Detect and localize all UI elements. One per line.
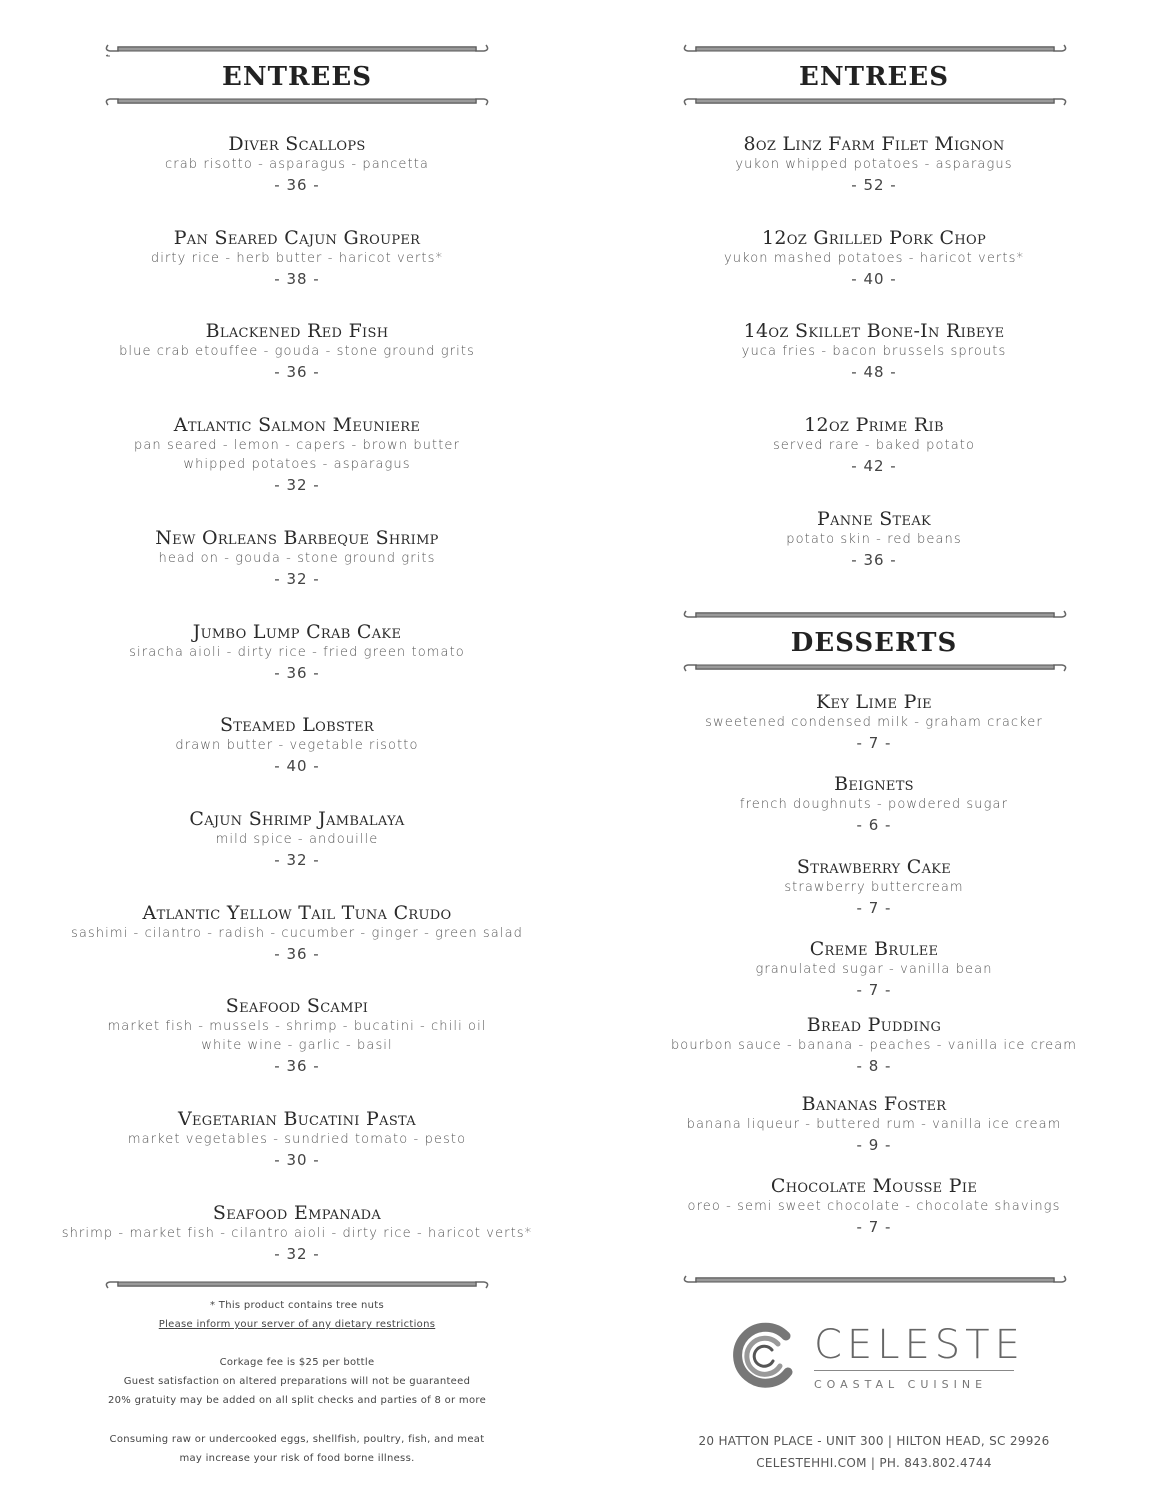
menu-item	[578, 856, 1170, 919]
menu-item-name: Vegetarian Bucatini Pasta	[178, 1108, 416, 1130]
menu-item-description: banana liqueur - buttered rum - vanilla ice cream	[686, 1117, 1062, 1132]
swirl-logo-icon	[728, 1320, 798, 1390]
menu-item-price: - 32 -	[274, 1245, 320, 1263]
menu-item-name: Seafood Scampi	[225, 995, 369, 1017]
menu-item-description: crab risotto - asparagus - pancetta	[165, 157, 429, 172]
menu-item-description: market fish - mussels - shrimp - bucatini - chili oil	[107, 1019, 487, 1034]
menu-item	[0, 227, 594, 290]
menu-item-description: yukon whipped potatoes - asparagus	[735, 157, 1013, 172]
menu-item-price: - 40 -	[851, 270, 897, 288]
menu-item-price: - 36 -	[274, 1057, 320, 1075]
menu-item-name: Chocolate Mousse Pie	[770, 1175, 978, 1197]
menu-item-price: - 36 -	[274, 945, 320, 963]
gratuity-note: 20% gratuity may be added on all split checks and parties of 8 or more	[107, 1395, 487, 1406]
menu-item-description: sweetened condensed milk - graham cracker	[705, 715, 1043, 730]
menu-item-price: - 32 -	[274, 851, 320, 869]
menu-item	[0, 133, 594, 196]
menu-item-name: Atlantic Yellow Tail Tuna Crudo	[142, 902, 452, 924]
menu-item-price: - 40 -	[274, 757, 320, 775]
dietary-link-text: Please inform your server of any dietary restrictions	[158, 1319, 436, 1330]
menu-item-price: - 30 -	[274, 1151, 320, 1169]
menu-item	[0, 1202, 594, 1265]
ornamental-divider	[682, 42, 1068, 58]
guest-satisfaction-note: Guest satisfaction on altered preparations will not be guaranteed	[123, 1376, 471, 1387]
desserts-title: DESSERTS	[790, 628, 958, 658]
contact-line: CELESTEHHI.COM | PH. 843.802.4744	[756, 1456, 992, 1470]
menu-item-name: 12oz Grilled Pork Chop	[761, 227, 987, 249]
ornamental-divider	[682, 1273, 1068, 1289]
raw-food-warning-1: Consuming raw or undercooked eggs, shellfish, poultry, fish, and meat	[109, 1434, 485, 1445]
menu-item-price: - 36 -	[851, 551, 897, 569]
menu-item-name: 8oz Linz Farm Filet Mignon	[743, 133, 1005, 155]
menu-item-price: - 32 -	[274, 476, 320, 494]
menu-item-name: Cajun Shrimp Jambalaya	[189, 808, 405, 830]
menu-item	[578, 938, 1170, 1001]
menu-item-price: - 7 -	[856, 734, 892, 752]
menu-item-price: - 36 -	[274, 363, 320, 381]
menu-item	[578, 691, 1170, 754]
menu-item-description: siracha aioli - dirty rice - fried green tomato	[129, 645, 465, 660]
logo-subtitle: COASTAL CUISINE	[814, 1378, 988, 1391]
menu-item-description: french doughnuts - powdered sugar	[739, 797, 1009, 812]
menu-item-price: - 7 -	[856, 981, 892, 999]
menu-item	[578, 1014, 1170, 1077]
menu-item-description: drawn butter - vegetable risotto	[175, 738, 419, 753]
menu-item-name: Key Lime Pie	[816, 691, 932, 713]
entrees-title-left: ENTREES	[222, 62, 372, 92]
menu-item	[0, 527, 594, 590]
menu-item	[0, 320, 594, 383]
menu-item-description: pan seared - lemon - capers - brown butter	[134, 438, 460, 453]
menu-item-description: sashimi - cilantro - radish - cucumber - ginger - green salad	[70, 926, 523, 941]
menu-item-price: - 9 -	[856, 1136, 892, 1154]
menu-item-price: - 7 -	[856, 899, 892, 917]
menu-item-name: Bread Pudding	[806, 1014, 942, 1036]
menu-item-description: blue crab etouffee - gouda - stone ground grits	[119, 344, 475, 359]
menu-item-description: dirty rice - herb butter - haricot verts*	[150, 251, 444, 266]
corkage-note: Corkage fee is $25 per bottle	[219, 1357, 375, 1368]
dietary-note	[0, 1315, 594, 1334]
menu-item-description: potato skin - red beans	[786, 532, 962, 547]
menu-item-name: Strawberry Cake	[796, 856, 952, 878]
menu-item-description: bourbon sauce - banana - peaches - vanilla ice cream	[670, 1038, 1078, 1053]
ornamental-divider	[682, 92, 1068, 108]
menu-item-description: whipped potatoes - asparagus	[183, 457, 411, 472]
menu-item-name: Steamed Lobster	[219, 714, 374, 736]
menu-item	[0, 714, 594, 777]
menu-item	[578, 320, 1170, 383]
menu-item-name: Atlantic Salmon Meuniere	[173, 414, 421, 436]
menu-item-description: mild spice - andouille	[215, 832, 379, 847]
logo-rule	[814, 1370, 1014, 1371]
menu-item-price: - 48 -	[851, 363, 897, 381]
menu-item-name: Pan Seared Cajun Grouper	[173, 227, 421, 249]
ornamental-divider	[682, 658, 1068, 674]
tree-nuts-note: * This product contains tree nuts	[210, 1300, 384, 1311]
menu-item	[578, 1175, 1170, 1238]
menu-item-name: Panne Steak	[816, 508, 932, 530]
menu-item-description: shrimp - market fish - cilantro aioli - dirty rice - haricot verts*	[61, 1226, 533, 1241]
menu-item-name: Jumbo Lump Crab Cake	[192, 621, 402, 643]
menu-item-name: Blackened Red Fish	[205, 320, 389, 342]
menu-item-name: 14oz Skillet Bone-In Ribeye	[743, 320, 1005, 342]
entrees-title-right: ENTREES	[799, 62, 949, 92]
menu-item-description: yuca fries - bacon brussels sprouts	[741, 344, 1007, 359]
menu-item-name: Diver Scallops	[228, 133, 366, 155]
menu-item	[578, 414, 1170, 477]
menu-item	[0, 621, 594, 684]
menu-item-price: - 6 -	[856, 816, 892, 834]
menu-item-description: strawberry buttercream	[784, 880, 964, 895]
ornamental-divider	[104, 1275, 490, 1291]
menu-item-description: head on - gouda - stone ground grits	[158, 551, 436, 566]
menu-item-description: yukon mashed potatoes - haricot verts*	[723, 251, 1025, 266]
menu-item	[0, 414, 594, 496]
ornamental-divider	[104, 92, 490, 108]
menu-item-name: Creme Brulee	[809, 938, 939, 960]
menu-item-name: Beignets	[834, 773, 914, 795]
menu-item	[578, 1093, 1170, 1156]
celeste-logo	[728, 1318, 1028, 1398]
menu-item	[578, 133, 1170, 196]
menu-item-description: market vegetables - sundried tomato - pesto	[127, 1132, 467, 1147]
menu-item-description: granulated sugar - vanilla bean	[755, 962, 993, 977]
menu-item-price: - 38 -	[274, 270, 320, 288]
raw-food-warning-2: may increase your risk of food borne illness.	[179, 1453, 415, 1464]
menu-item-description: white wine - garlic - basil	[201, 1038, 393, 1053]
address-line: 20 HATTON PLACE - UNIT 300 | HILTON HEAD, SC 29926	[698, 1434, 1050, 1448]
menu-item-name: Seafood Empanada	[212, 1202, 382, 1224]
menu-item-name: New Orleans Barbeque Shrimp	[155, 527, 439, 549]
menu-item-price: - 7 -	[856, 1218, 892, 1236]
logo-wordmark: CELESTE	[814, 1322, 1025, 1368]
ornamental-divider	[682, 608, 1068, 624]
menu-item-price: - 42 -	[851, 457, 897, 475]
menu-item	[0, 1108, 594, 1171]
menu-item	[578, 508, 1170, 571]
menu-item	[0, 902, 594, 965]
menu-item-price: - 52 -	[851, 176, 897, 194]
menu-item-price: - 36 -	[274, 176, 320, 194]
menu-item-price: - 36 -	[274, 664, 320, 682]
menu-item-price: - 32 -	[274, 570, 320, 588]
menu-item-price: - 8 -	[856, 1057, 892, 1075]
menu-item	[578, 227, 1170, 290]
ornamental-divider	[104, 42, 490, 58]
menu-item	[0, 808, 594, 871]
menu-item-name: Bananas Foster	[801, 1093, 947, 1115]
menu-item-description: oreo - semi sweet chocolate - chocolate shavings	[687, 1199, 1061, 1214]
menu-item	[578, 773, 1170, 836]
menu-item-description: served rare - baked potato	[772, 438, 976, 453]
menu-item-name: 12oz Prime Rib	[804, 414, 944, 436]
menu-item	[0, 995, 594, 1077]
